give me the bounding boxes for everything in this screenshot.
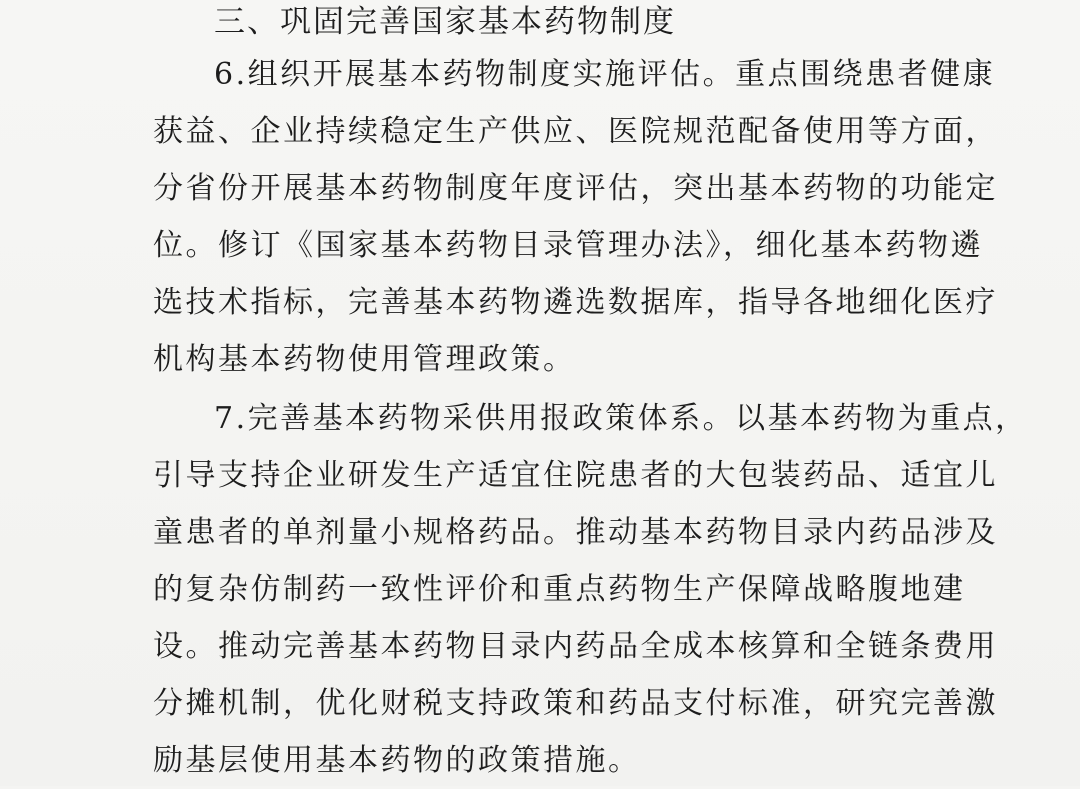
- section-heading: 三、巩固完善国家基本药物制度: [214, 4, 676, 40]
- paragraph-6-line-5: 选技术指标，完善基本药物遴选数据库，指导各地细化医疗: [153, 285, 998, 320]
- paragraph-7-line-1: 7.完善基本药物采供用报政策体系。以基本药物为重点，: [214, 401, 1028, 436]
- paragraph-7-line-5: 设。推动完善基本药物目录内药品全成本核算和全链条费用: [153, 629, 998, 664]
- paragraph-6-line-4: 位。修订《国家基本药物目录管理办法》，细化基本药物遴: [153, 228, 983, 263]
- paragraph-6-line-3: 分省份开展基本药物制度年度评估，突出基本药物的功能定: [153, 171, 998, 206]
- paragraph-7-line-3: 童患者的单剂量小规格药品。推动基本药物目录内药品涉及: [153, 515, 998, 550]
- paragraph-7-line-2: 引导支持企业研发生产适宜住院患者的大包装药品、适宜儿: [153, 458, 998, 493]
- paragraph-6-line-1: 6.组织开展基本药物制度实施评估。重点围绕患者健康: [214, 57, 996, 92]
- paragraph-7-line-4: 的复杂仿制药一致性评价和重点药物生产保障战略腹地建: [153, 572, 966, 607]
- paragraph-6-line-2: 获益、企业持续稳定生产供应、医院规范配备使用等方面，: [153, 114, 998, 149]
- paragraph-6-line-6: 机构基本药物使用管理政策。: [153, 342, 576, 377]
- paragraph-7-line-6: 分摊机制，优化财税支持政策和药品支付标准，研究完善激: [153, 686, 998, 721]
- paragraph-7-line-7: 励基层使用基本药物的政策措施。: [153, 743, 641, 778]
